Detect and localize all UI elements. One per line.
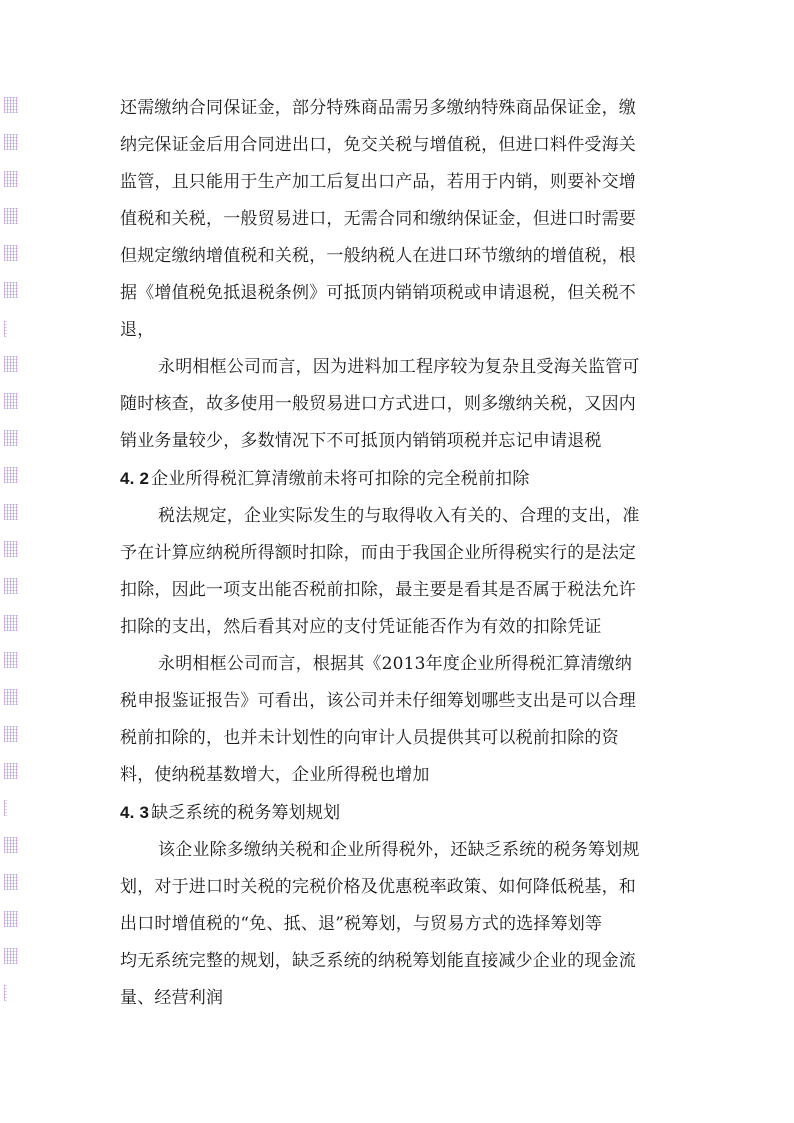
margin-mark: [4, 874, 18, 890]
margin-mark: [4, 208, 18, 224]
section-heading-4-3: [120, 794, 680, 832]
text-line: 永明相框公司而言，根据其《2013年度企业所得税汇算清缴纳: [158, 654, 633, 674]
text-line: 税前扣除的，也并未计划性的向审计人员提供其可以税前扣除的资: [120, 728, 619, 748]
section-title: 企业所得税汇算清缴前未将可扣除的完全税前扣除: [151, 469, 530, 489]
text-line: 出口时增值税的“免、抵、退”税筹划，与贸易方式的选择筹划等: [120, 914, 603, 934]
section-number: 4. 2: [120, 469, 150, 488]
document-body: [120, 90, 680, 1017]
text-line: 扣除的支出，然后看其对应的支付凭证能否作为有效的扣除凭证: [120, 617, 602, 637]
text-line: 划，对于进口时关税的完税价格及优惠税率政策、如何降低税基，和: [120, 877, 636, 897]
text-line: 永明相框公司而言，因为进料加工程序较为复杂且受海关监管可: [158, 357, 640, 377]
margin-mark: [4, 615, 18, 631]
margin-mark: [4, 541, 18, 557]
section-number: 4. 3: [120, 803, 150, 822]
margin-mark: [4, 430, 18, 446]
text-line: 但规定缴纳增值税和关税，一般纳税人在进口环节缴纳的增值税，根: [120, 246, 636, 266]
margin-mark: [4, 763, 18, 779]
text-line: 量、经营利润: [120, 988, 224, 1008]
paragraph-company-import: [120, 349, 680, 460]
margin-mark: [4, 467, 18, 483]
margin-mark: [4, 652, 18, 668]
margin-mark: [4, 911, 18, 927]
text-line: 料，使纳税基数增大，企业所得税也增加: [120, 765, 430, 785]
margin-mark: [4, 985, 7, 1001]
paragraph-tax-law: [120, 498, 680, 646]
margin-mark: [4, 356, 18, 372]
section-title: 缺乏系统的税务筹划规划: [151, 803, 341, 823]
section-heading-4-2: [120, 460, 680, 498]
margin-mark: [4, 134, 18, 150]
text-line: 退，: [120, 320, 155, 340]
text-line: 该企业除多缴纳关税和企业所得税外，还缺乏系统的税务筹划规: [158, 840, 640, 860]
paragraph-trade-methods: [120, 90, 680, 349]
margin-mark: [4, 800, 7, 816]
text-line: 均无系统完整的规划，缺乏系统的纳税筹划能直接减少企业的现金流: [120, 951, 636, 971]
text-line: 监管，且只能用于生产加工后复出口产品，若用于内销，则要补交增: [120, 172, 636, 192]
margin-mark: [4, 689, 18, 705]
margin-mark: [4, 504, 18, 520]
margin-mark: [4, 578, 18, 594]
margin-mark: [4, 282, 18, 298]
text-line: 税法规定，企业实际发生的与取得收入有关的、合理的支出，准: [158, 506, 640, 526]
paragraph-company-report: [120, 646, 680, 794]
text-line: 纳完保证金后用合同进出口，免交关税与增值税，但进口料件受海关: [120, 135, 636, 155]
text-line: 予在计算应纳税所得额时扣除，而由于我国企业所得税实行的是法定: [120, 543, 636, 563]
text-line: 据《增值税免抵退税条例》可抵顶内销销项税或申请退税，但关税不: [120, 283, 636, 303]
margin-mark: [4, 97, 18, 113]
text-line: 随时核查，故多使用一般贸易进口方式进口，则多缴纳关税，又因内: [120, 394, 636, 414]
margin-mark: [4, 321, 7, 337]
margin-mark: [4, 837, 18, 853]
text-line: 值税和关税，一般贸易进口，无需合同和缴纳保证金，但进口时需要: [120, 209, 636, 229]
text-line: 扣除，因此一项支出能否税前扣除，最主要是看其是否属于税法允许: [120, 580, 636, 600]
text-line: 销业务量较少，多数情况下不可抵顶内销销项税并忘记申请退税: [120, 431, 602, 451]
margin-mark: [4, 393, 18, 409]
text-line: 税申报鉴证报告》可看出，该公司并未仔细筹划哪些支出是可以合理: [120, 691, 636, 711]
margin-mark: [4, 726, 18, 742]
text-line: 还需缴纳合同保证金，部分特殊商品需另多缴纳特殊商品保证金，缴: [120, 98, 636, 118]
margin-mark: [4, 245, 18, 261]
paragraph-tax-planning: [120, 832, 680, 1017]
margin-mark: [4, 171, 18, 187]
margin-mark: [4, 948, 18, 964]
